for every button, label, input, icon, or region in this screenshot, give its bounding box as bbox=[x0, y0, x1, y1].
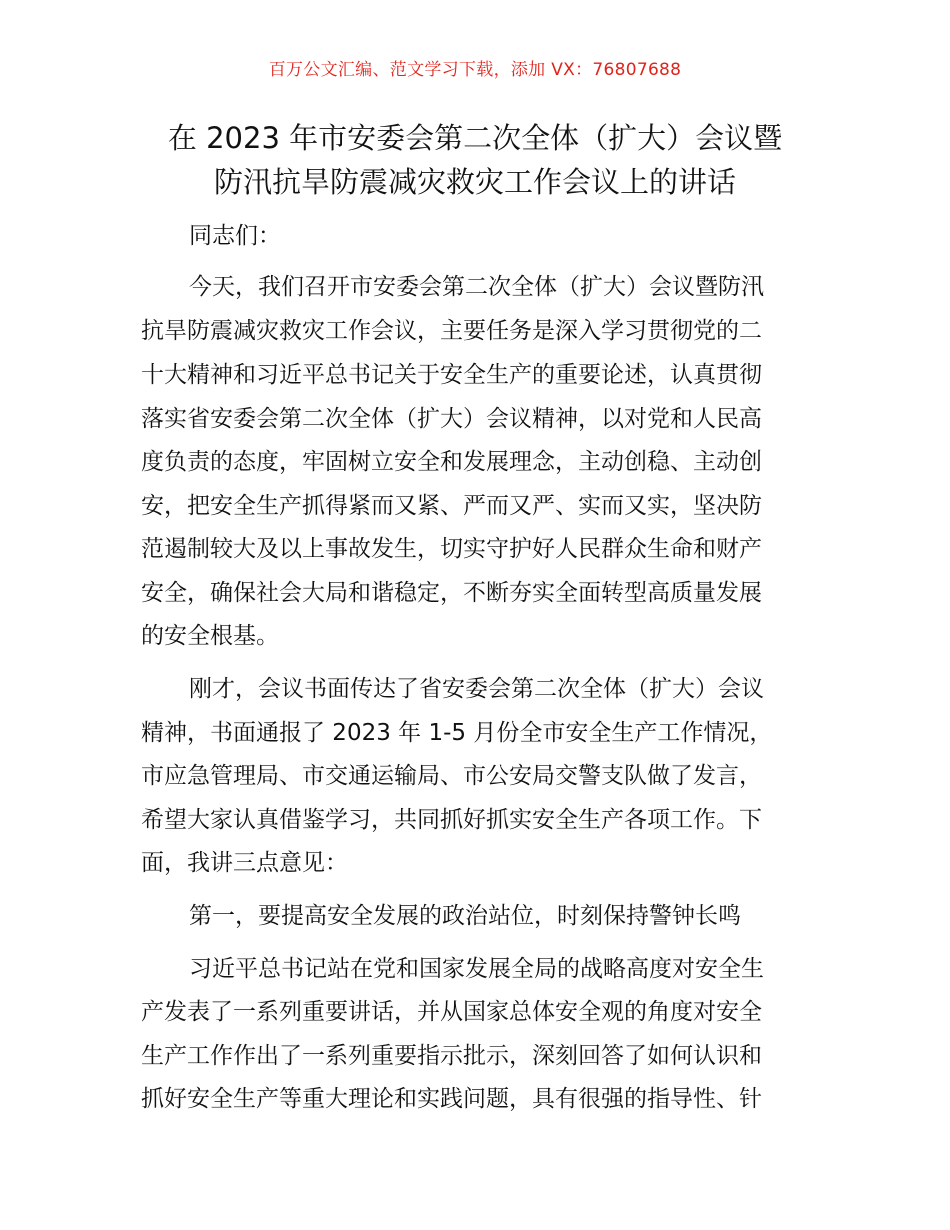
paragraph-3-line: 习近平总书记站在党和国家发展全局的战略高度对安全生 bbox=[189, 956, 764, 982]
paragraph-2-line: 面，我讲三点意见： bbox=[141, 850, 348, 876]
paragraph-2-line: 希望大家认真借鉴学习，共同抓好抓实安全生产各项工作。下 bbox=[141, 807, 762, 833]
paragraph-1-line: 度负责的态度，牢固树立安全和发展理念，主动创稳、主动创 bbox=[141, 449, 762, 475]
paragraph-2-line: 市应急管理局、市交通运输局、市公安局交警支队做了发言， bbox=[141, 763, 762, 789]
section-heading: 第一，要提高安全发展的政治站位，时刻保持警钟长鸣 bbox=[189, 903, 741, 929]
paragraph-1-line: 今天，我们召开市安委会第二次全体（扩大）会议暨防汛 bbox=[189, 274, 764, 300]
paragraph-3-line: 生产工作作出了一系列重要指示批示，深刻回答了如何认识和 bbox=[141, 1043, 762, 1069]
paragraph-1-line: 落实省安委会第二次全体（扩大）会议精神，以对党和人民高 bbox=[141, 406, 762, 432]
paragraph-1-line: 的安全根基。 bbox=[141, 623, 279, 649]
title-line: 防汛抗旱防震减灾救灾工作会议上的讲话 bbox=[213, 165, 736, 199]
title-line: 在 2023 年市安委会第二次全体（扩大）会议暨 bbox=[167, 121, 783, 155]
paragraph-1-line: 安全，确保社会大局和谐稳定，不断夯实全面转型高质量发展 bbox=[141, 580, 762, 606]
paragraph-1-line: 抗旱防震减灾救灾工作会议，主要任务是深入学习贯彻党的二 bbox=[141, 318, 762, 344]
paragraph-3-line: 产发表了一系列重要讲话，并从国家总体安全观的角度对安全 bbox=[141, 999, 762, 1025]
paragraph-1-line: 范遏制较大及以上事故发生，切实守护好人民群众生命和财产 bbox=[141, 536, 762, 562]
document-title bbox=[120, 116, 830, 204]
paragraph-1-line: 安，把安全生产抓得紧而又紧、严而又严、实而又实，坚决防 bbox=[141, 493, 762, 519]
paragraph-1-line: 十大精神和习近平总书记关于安全生产的重要论述，认真贯彻 bbox=[141, 362, 762, 388]
paragraph-3-line: 抓好安全生产等重大理论和实践问题，具有很强的指导性、针 bbox=[141, 1086, 762, 1112]
watermark-header: 百万公文汇编、范文学习下载，添加 VX：76807688 bbox=[268, 60, 682, 80]
paragraph-2-line: 刚才，会议书面传达了省安委会第二次全体（扩大）会议 bbox=[189, 676, 764, 702]
paragraph-2-line: 精神，书面通报了 2023 年 1-5 月份全市安全生产工作情况， bbox=[141, 720, 773, 746]
salutation: 同志们： bbox=[189, 223, 281, 249]
